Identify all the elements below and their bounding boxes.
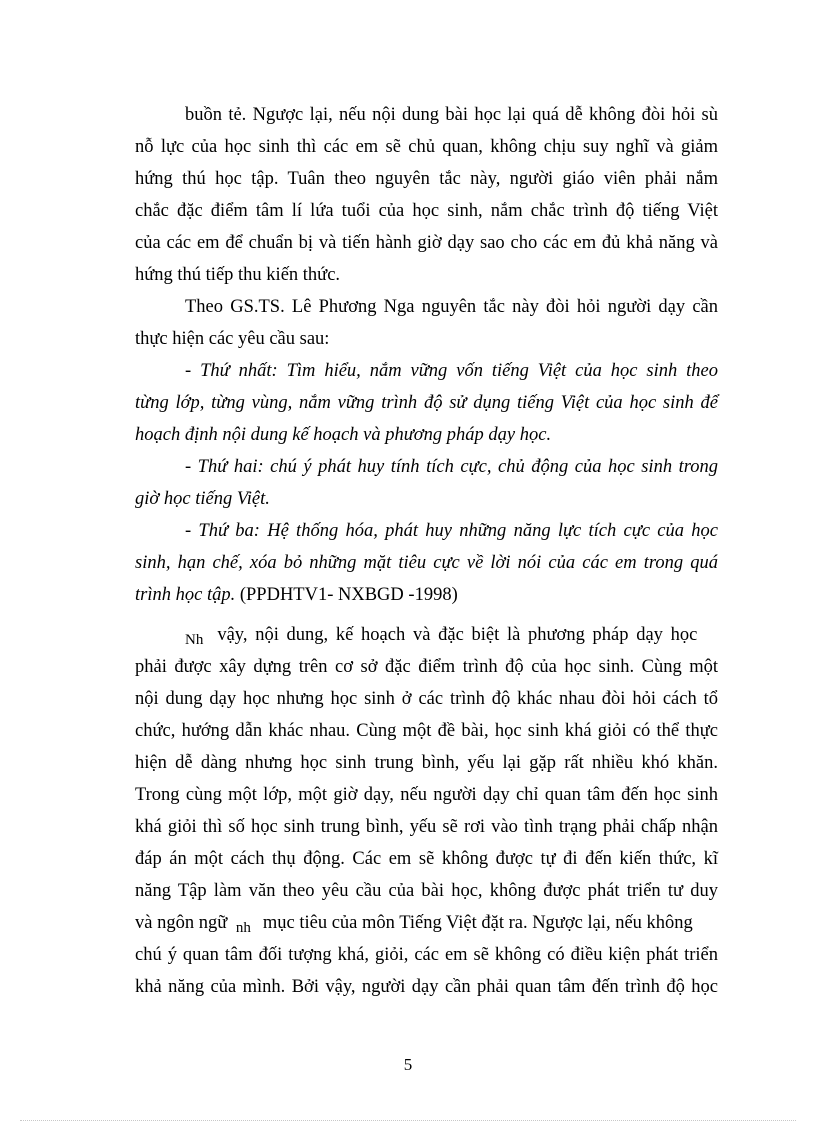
requirement-line: giờ học tiếng Việt.	[135, 489, 270, 509]
paragraph-line: buồn tẻ. Ngược lại, nếu nội dung bài học lại quá dễ không đòi hỏi sù	[185, 105, 718, 125]
requirement-line: - Thứ ba: Hệ thống hóa, phát huy những năng lực tích cực của học	[185, 521, 718, 541]
paragraph-line: đáp án một cách thụ động. Các em sẽ không được tự đi đến kiến thức, kĩ	[135, 849, 718, 869]
paragraph-line: khả năng của mình. Bởi vậy, người dạy cần phải quan tâm đến trình độ học	[135, 977, 718, 997]
paragraph-line: của các em để chuẩn bị và tiến hành giờ dạy sao cho các em đủ khả năng và	[135, 233, 718, 253]
paragraph-line: nỗ lực của học sinh thì các em sẽ chủ quan, không chịu suy nghĩ và giảm	[135, 137, 718, 157]
requirement-text: trình học tập.	[135, 585, 236, 605]
paragraph-line: chức, hướng dẫn khác nhau. Cùng một đề bài, học sinh khá giỏi có thể thực	[135, 721, 718, 741]
truncated-word: nh	[235, 920, 251, 936]
paragraph-line: chú ý quan tâm đối tượng khá, giỏi, các em sẽ không có điều kiện phát triển	[135, 945, 718, 965]
citation: (PPDHTV1- NXBGD -1998)	[239, 585, 458, 605]
paragraph-first-line	[185, 623, 718, 648]
truncated-word: Nh	[185, 632, 204, 648]
paragraph-line: hứng thú tiếp thu kiến thức.	[135, 265, 341, 285]
requirement-line: từng lớp, từng vùng, nắm vững trình độ sử dụng tiếng Việt của học sinh để	[135, 393, 718, 413]
paragraph-line: năng Tập làm văn theo yêu cầu của bài học, không được phát triển tư duy	[135, 881, 718, 901]
paragraph-line: chắc đặc điểm tâm lí lứa tuổi của học sinh, nắm chắc trình độ tiếng Việt	[135, 201, 718, 221]
paragraph-line-mixed	[135, 911, 718, 936]
paragraph-line: Trong cùng một lớp, một giờ dạy, nếu người dạy chỉ quan tâm đến học sinh	[135, 785, 718, 805]
requirement-line-last	[135, 583, 458, 607]
requirement-line: sinh, hạn chế, xóa bỏ những mặt tiêu cực về lời nói của các em trong quá	[135, 553, 718, 573]
paragraph-text: vậy, nội dung, kế hoạch và đặc biệt là phương pháp dạy học	[217, 625, 698, 645]
requirement-line: - Thứ hai: chú ý phát huy tính tích cực, chủ động của học sinh trong	[185, 457, 718, 477]
paragraph-line: khá giỏi thì số học sinh trung bình, yếu sẽ rơi vào tình trạng phải chấp nhận	[135, 817, 718, 837]
page-number: 5	[403, 1055, 413, 1074]
paragraph-line: phải được xây dựng trên cơ sở đặc điểm trình độ của học sinh. Cùng một	[135, 657, 718, 677]
paragraph-text: và ngôn ngữ	[135, 913, 228, 933]
paragraph-line: hiện dễ dàng nhưng học sinh trung bình, yếu lại gặp rất nhiều khó khăn.	[135, 753, 718, 773]
page-bottom-rule	[20, 1120, 796, 1121]
paragraph-line: hứng thú học tập. Tuân theo nguyên tắc này, người giáo viên phải nắm	[135, 169, 718, 189]
paragraph-line: thực hiện các yêu cầu sau:	[135, 329, 330, 349]
paragraph-text: mục tiêu của môn Tiếng Việt đặt ra. Ngược lại, nếu không	[262, 913, 693, 933]
paragraph-line: Theo GS.TS. Lê Phương Nga nguyên tắc này đòi hỏi người dạy cần	[185, 297, 718, 317]
paragraph-line: nội dung dạy học nhưng học sinh ở các trình độ khác nhau đòi hỏi cách tổ	[135, 689, 718, 709]
requirement-line: hoạch định nội dung kế hoạch và phương pháp dạy học.	[135, 425, 552, 445]
requirement-line: - Thứ nhất: Tìm hiểu, nắm vững vốn tiếng Việt của học sinh theo	[185, 361, 718, 381]
